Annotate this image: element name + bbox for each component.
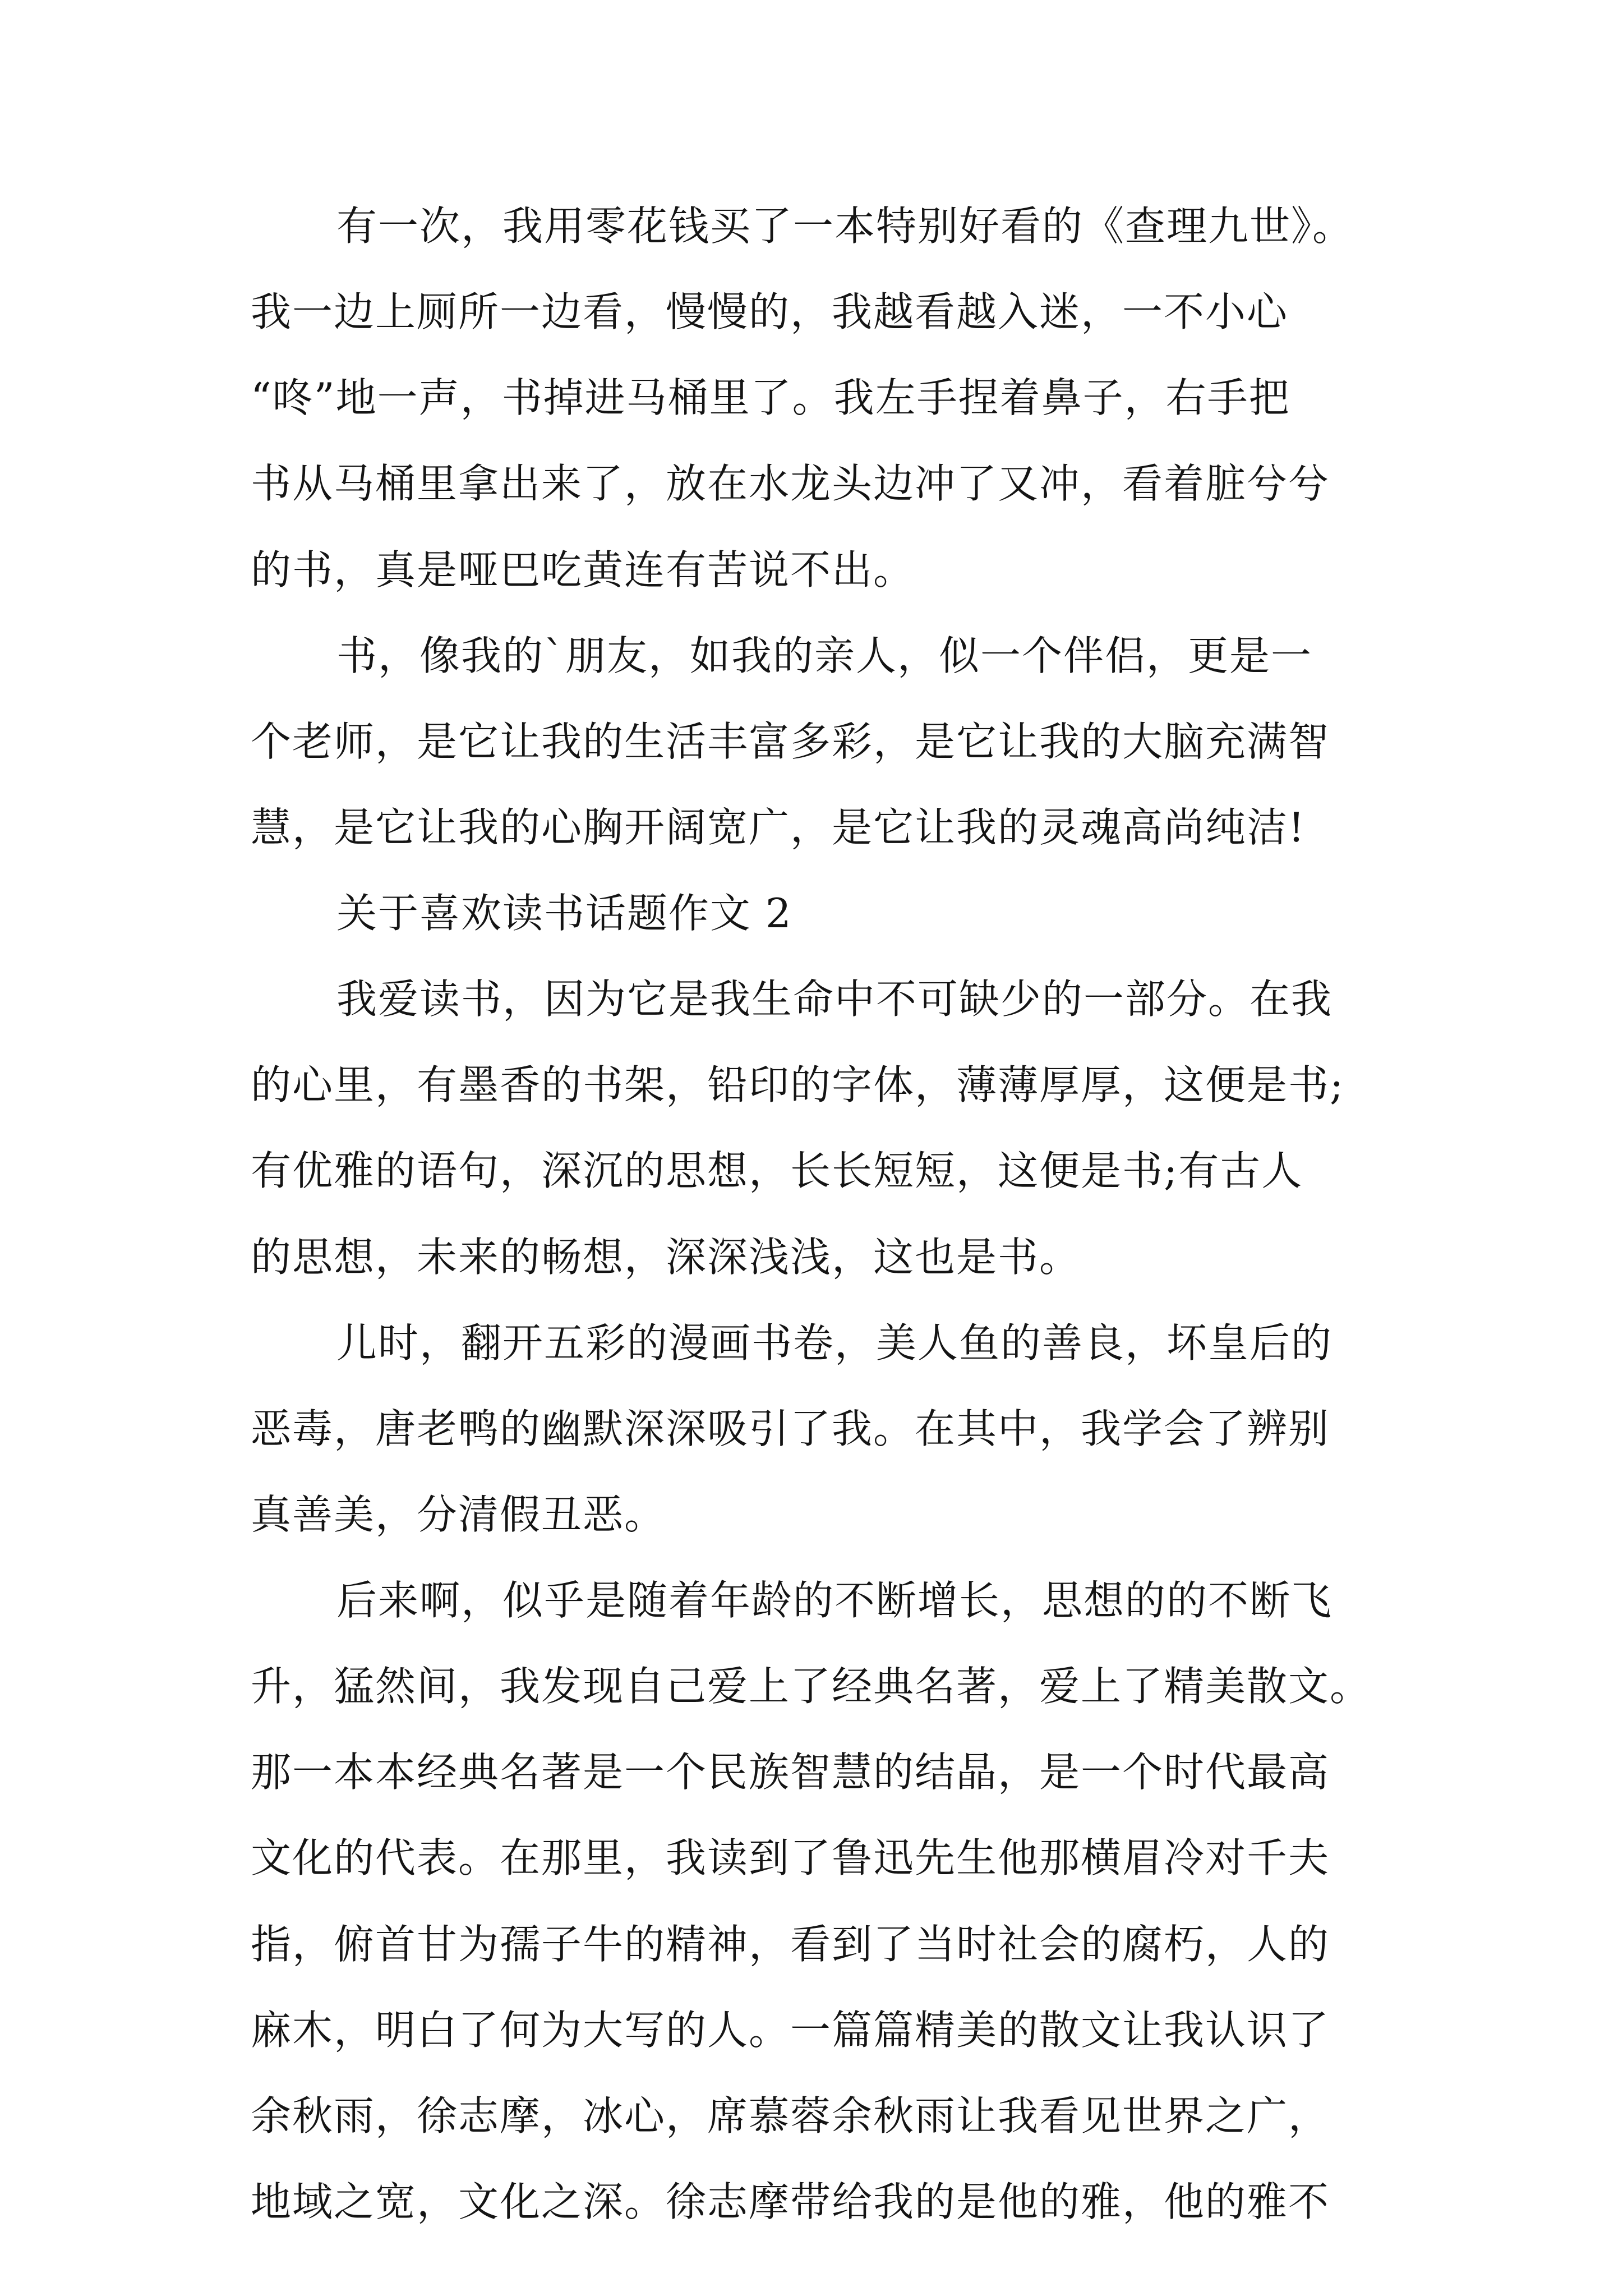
text-line: 的心里，有墨香的书架，铅印的字体，薄薄厚厚，这便是书; bbox=[251, 1061, 1345, 1108]
text-line: 文化的代表。在那里，我读到了鲁迅先生他那横眉冷对千夫 bbox=[251, 1834, 1330, 1881]
text-line: 余秋雨，徐志摩，冰心，席慕蓉余秋雨让我看见世界之广， bbox=[251, 2092, 1330, 2139]
text-line: “咚”地一声，书掉进马桶里了。我左手捏着鼻子，右手把 bbox=[251, 374, 1290, 421]
text-line: 慧，是它让我的心胸开阔宽广，是它让我的灵魂高尚纯洁! bbox=[251, 804, 1306, 851]
text-line: 升，猛然间，我发现自己爱上了经典名著，爱上了精美散文。 bbox=[251, 1663, 1372, 1710]
text-line: 恶毒，唐老鸭的幽默深深吸引了我。在其中，我学会了辨别 bbox=[251, 1405, 1330, 1452]
text-line: 麻木，明白了何为大写的人。一篇篇精美的散文让我认识了 bbox=[251, 2007, 1330, 2054]
text-line: 儿时，翻开五彩的漫画书卷，美人鱼的善良，坏皇后的 bbox=[336, 1319, 1333, 1366]
text-line: 地域之宽，文化之深。徐志摩带给我的是他的雅，他的雅不 bbox=[251, 2178, 1330, 2225]
text-line: 有一次，我用零花钱买了一本特别好看的《查理九世》。 bbox=[336, 203, 1354, 250]
text-line: 个老师，是它让我的生活丰富多彩，是它让我的大脑充满智 bbox=[251, 718, 1330, 765]
text-line: 指，俯首甘为孺子牛的精神，看到了当时社会的腐朽，人的 bbox=[251, 1921, 1330, 1968]
text-line: 我一边上厕所一边看，慢慢的，我越看越入迷，一不小心 bbox=[251, 288, 1289, 335]
text-line: 书从马桶里拿出来了，放在水龙头边冲了又冲，看着脏兮兮 bbox=[251, 460, 1330, 507]
section-heading: 关于喜欢读书话题作文 2 bbox=[336, 890, 792, 937]
text-line: 我爱读书，因为它是我生命中不可缺少的一部分。在我 bbox=[336, 976, 1333, 1023]
text-line: 有优雅的语句，深沉的思想，长长短短，这便是书;有古人 bbox=[251, 1147, 1303, 1194]
text-line: 书，像我的`朋友，如我的亲人，似一个伴侣，更是一 bbox=[336, 632, 1313, 679]
text-line: 的书，真是哑巴吃黄连有苦说不出。 bbox=[251, 546, 915, 593]
text-line: 的思想，未来的畅想，深深浅浅，这也是书。 bbox=[251, 1234, 1081, 1281]
text-line: 后来啊，似乎是随着年龄的不断增长，思想的的不断飞 bbox=[336, 1577, 1333, 1624]
text-line: 真善美，分清假丑恶。 bbox=[251, 1491, 666, 1538]
text-line: 那一本本经典名著是一个民族智慧的结晶，是一个时代最高 bbox=[251, 1749, 1330, 1796]
